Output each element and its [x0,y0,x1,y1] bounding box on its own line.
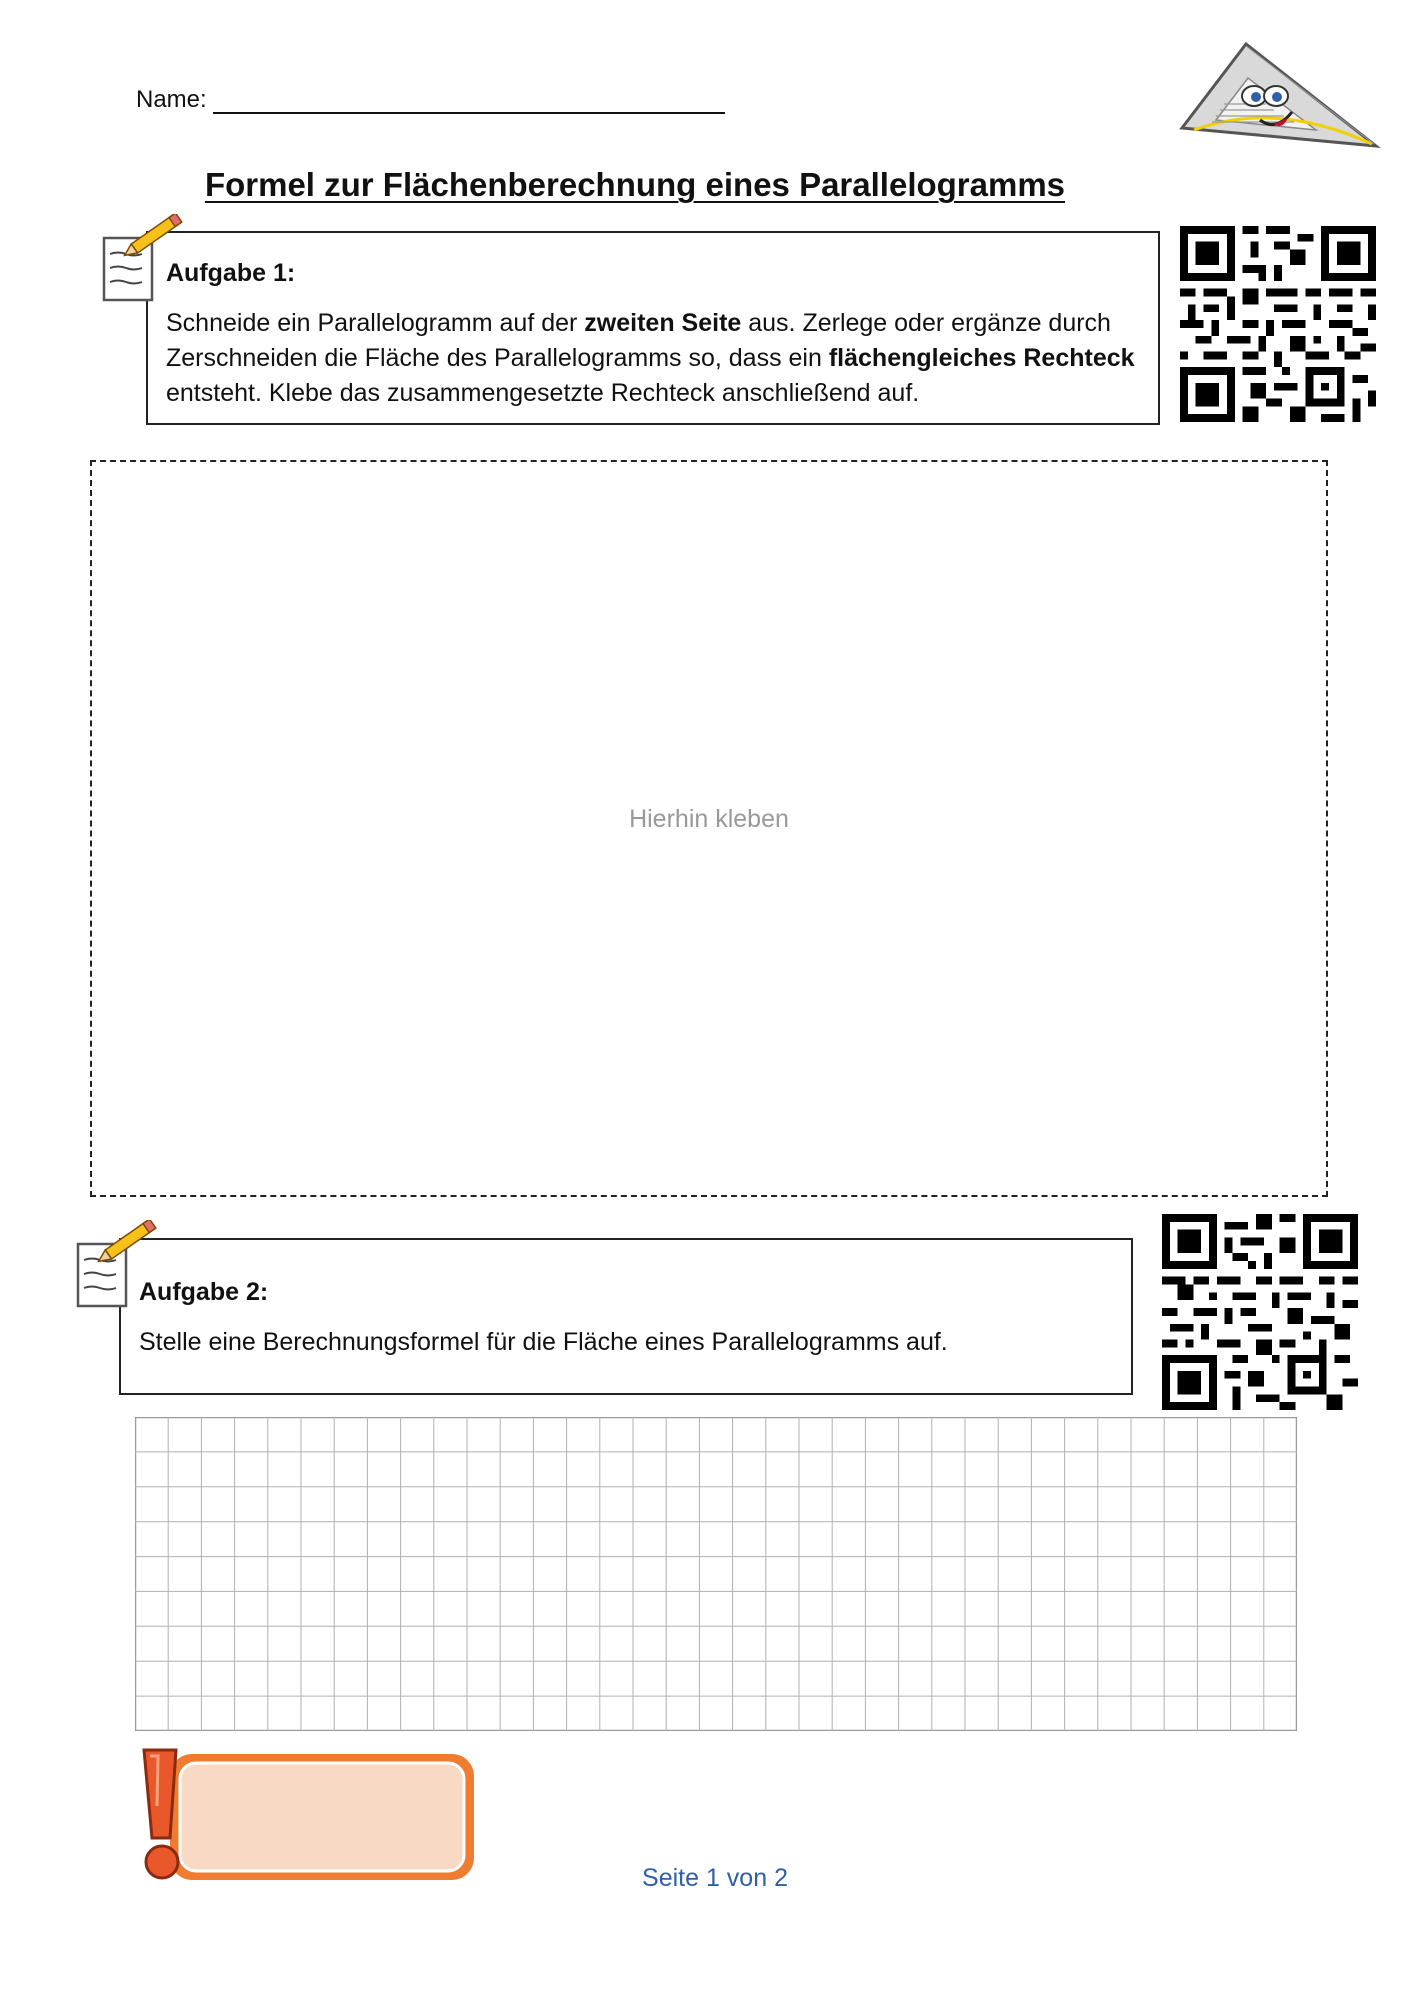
name-label: Name: [136,86,207,113]
task-2-heading: Aufgabe 2: [139,1278,269,1306]
answer-grid[interactable] [135,1417,1297,1731]
task-1-text-bold: zweiten Seite [584,309,742,337]
qr-code-icon[interactable] [1180,226,1376,422]
name-blank-line[interactable] [213,86,725,114]
name-field[interactable] [136,86,725,114]
task-2-box [119,1238,1133,1395]
task-1-text [166,306,1156,411]
task-1-text-part: entsteht. Klebe das zusammengesetzte Rechteck anschließend auf. [166,379,920,407]
notepad-pencil-icon [70,1220,162,1320]
exclamation-icon [144,1750,178,1878]
task-1-box [146,231,1160,425]
task-1-text-bold: flächengleiches Rechteck [828,344,1135,372]
set-square-mascot-icon [1176,40,1381,152]
qr-code-icon[interactable] [1162,1214,1358,1410]
task-2-text: Stelle eine Berechnungsformel für die Fläche eines Parallelogramms auf. [139,1328,948,1356]
task-1-text-part: aus. Zerlege oder ergänze durch Zerschneiden die Fläche des Parallelogramms so, dass ein [166,309,1111,372]
notepad-pencil-icon [96,214,188,314]
glue-area [90,460,1328,1197]
glue-area-label: Hierhin kleben [629,805,789,833]
task-1-text-part: Schneide ein Parallelogramm auf der [166,309,585,337]
task-1-heading: Aufgabe 1: [166,259,296,287]
page-number: Seite 1 von 2 [642,1864,788,1892]
page-title: Formel zur Flächenberechnung eines Parallelogramms [204,166,1066,203]
